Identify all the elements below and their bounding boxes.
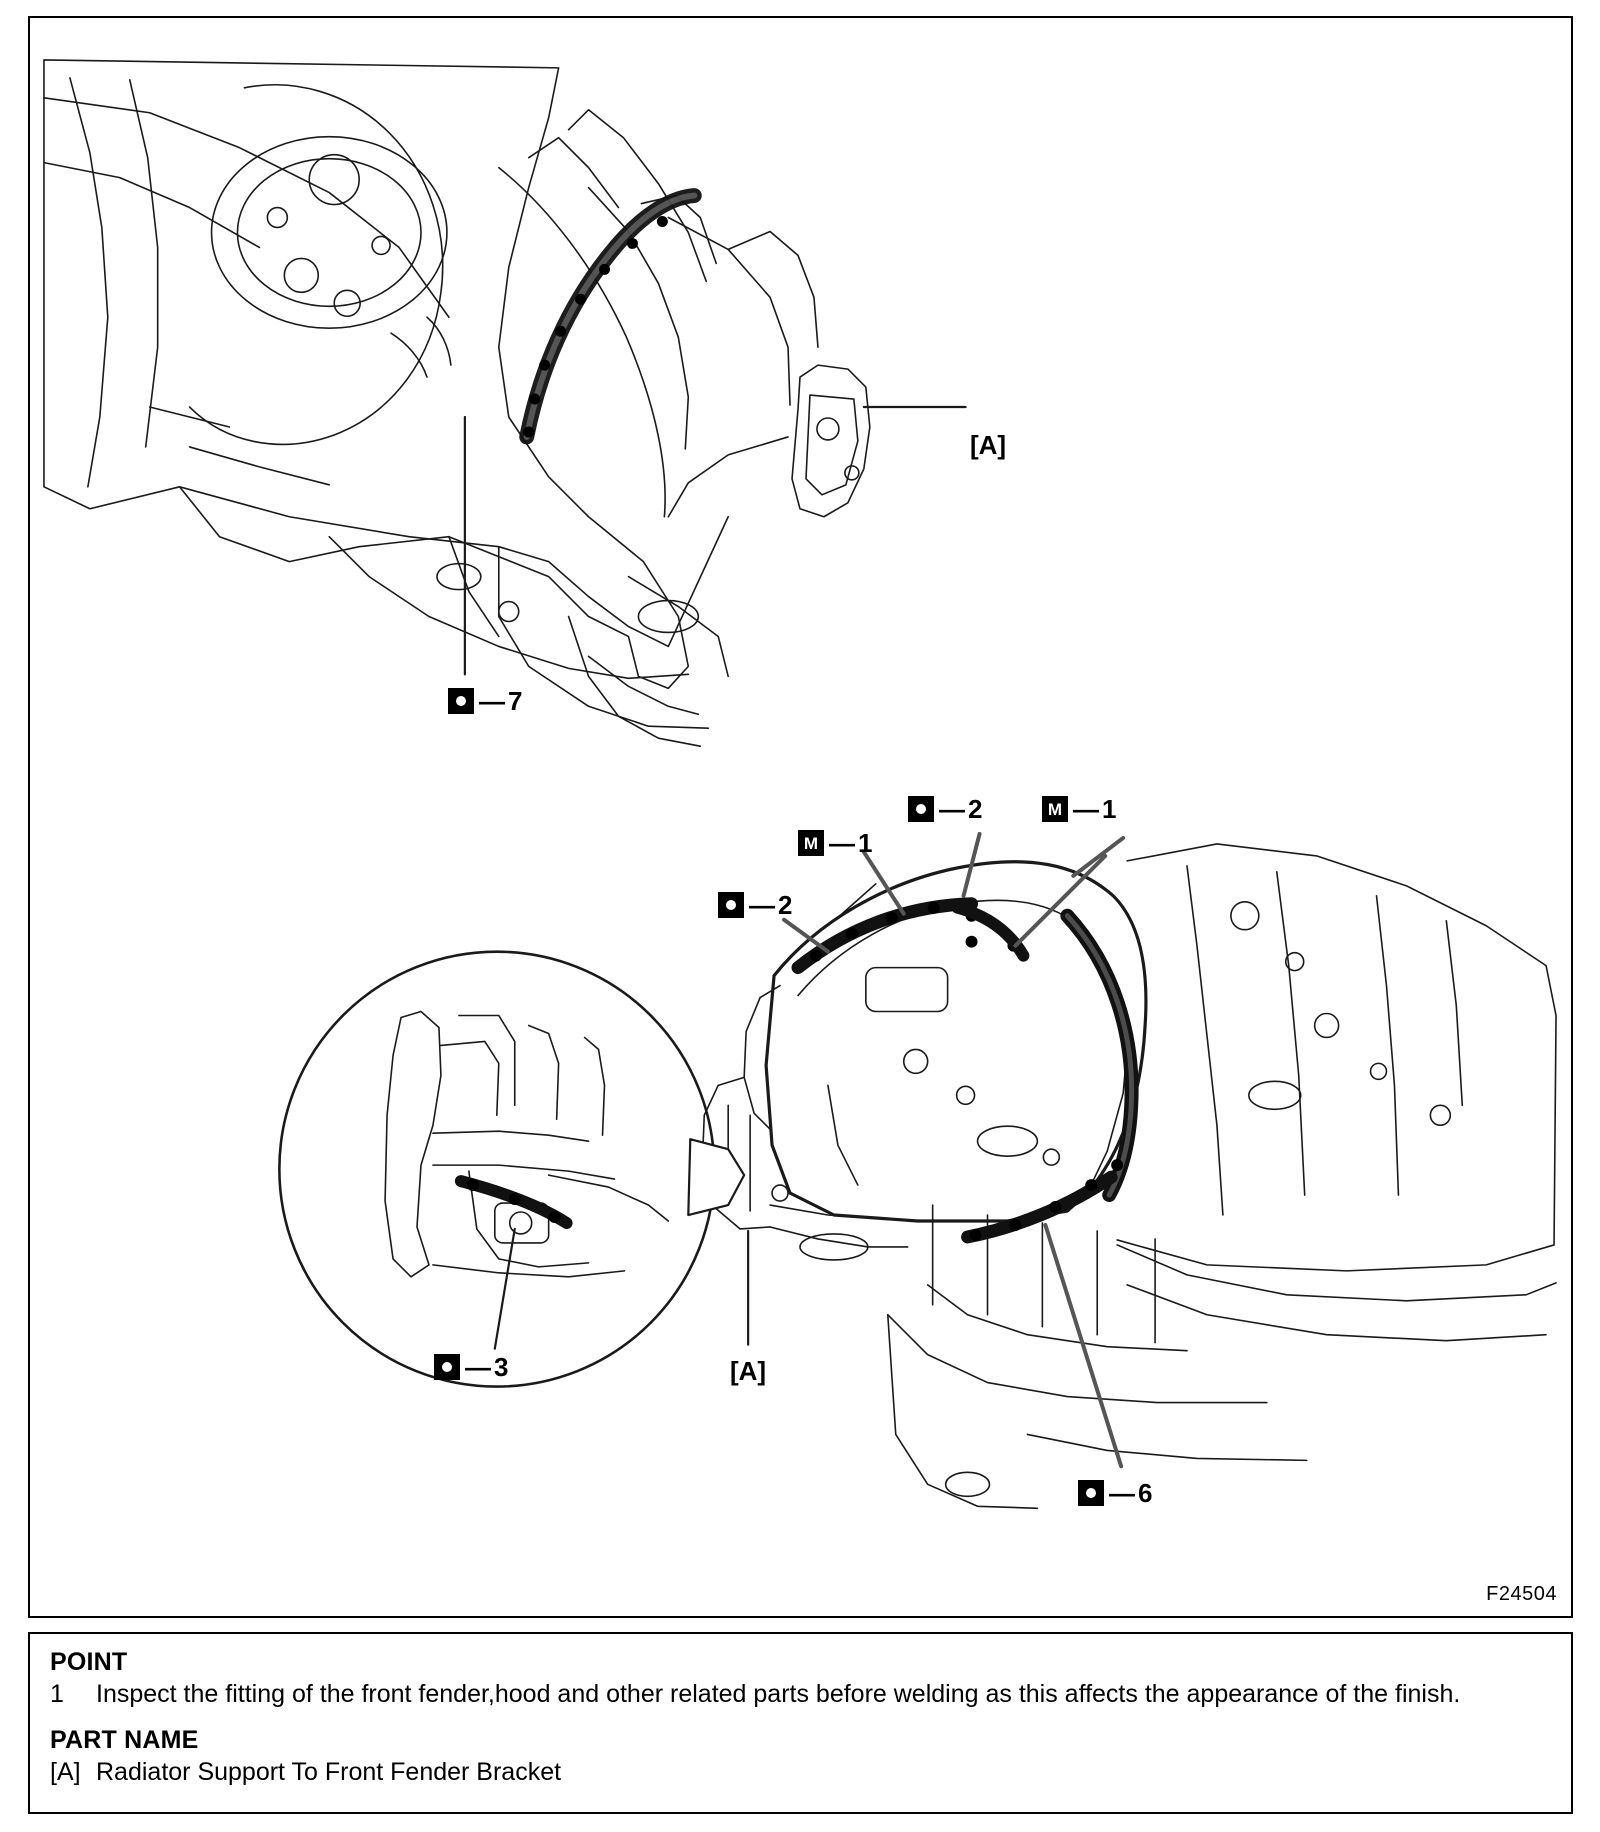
callout-m1-left [798, 830, 872, 856]
callout-number: 1 [1102, 794, 1117, 824]
callout-7 [448, 688, 522, 714]
callout-3 [434, 1354, 508, 1380]
top-view-body-structure [44, 60, 870, 746]
callout-dash: — [749, 890, 775, 920]
callout-number: 3 [494, 1352, 509, 1382]
weld-dot-badge-icon [434, 1354, 460, 1380]
figure-id: F24504 [1486, 1583, 1557, 1605]
weld-dot-badge-icon [718, 892, 744, 918]
part-name-key: [A] [50, 1757, 81, 1786]
notes-spacer [50, 1710, 1551, 1726]
part-name-item [50, 1757, 1551, 1788]
technical-illustration [30, 18, 1571, 1616]
callout-number: 1 [858, 828, 873, 858]
callout-6 [1078, 1480, 1152, 1506]
callout-m1-right [1042, 796, 1116, 822]
part-name-value: Radiator Support To Front Fender Bracket [96, 1757, 562, 1786]
callout-number: 7 [508, 686, 523, 716]
point-item [50, 1679, 1551, 1710]
bracket-label-a-top: [A] [970, 430, 1007, 460]
point-heading: POINT [50, 1648, 128, 1676]
callout-2-upper [908, 796, 982, 822]
callout-number: 6 [1138, 1478, 1153, 1508]
point-item-number: 1 [50, 1680, 64, 1708]
weld-m-badge-icon: M [1042, 796, 1068, 822]
callout-dash: — [939, 794, 965, 824]
callout-dash: — [465, 1352, 491, 1382]
detail-circle-view [279, 952, 744, 1387]
callout-dash: — [1073, 794, 1099, 824]
callout-2-lower [718, 892, 792, 918]
weld-m-badge-icon: M [798, 830, 824, 856]
callout-dash: — [479, 686, 505, 716]
part-name-heading: PART NAME [50, 1725, 199, 1754]
weld-dot-badge-icon [448, 688, 474, 714]
point-item-text: Inspect the fitting of the front fender,hood and other related parts before welding as this affects the appearance of the finish. [96, 1680, 1461, 1708]
callout-dash: — [1109, 1478, 1135, 1508]
callout-dash: — [829, 828, 855, 858]
callout-number: 2 [778, 890, 793, 920]
notes-panel [28, 1632, 1573, 1814]
leader-lines [465, 407, 1123, 1466]
weld-dot-badge-icon [1078, 1480, 1104, 1506]
callout-number: 2 [968, 794, 983, 824]
bracket-label-a-bottom: [A] [730, 1356, 767, 1386]
figure-panel [28, 16, 1573, 1618]
bottom-view-body-structure [702, 844, 1556, 1508]
weld-dot-badge-icon [908, 796, 934, 822]
